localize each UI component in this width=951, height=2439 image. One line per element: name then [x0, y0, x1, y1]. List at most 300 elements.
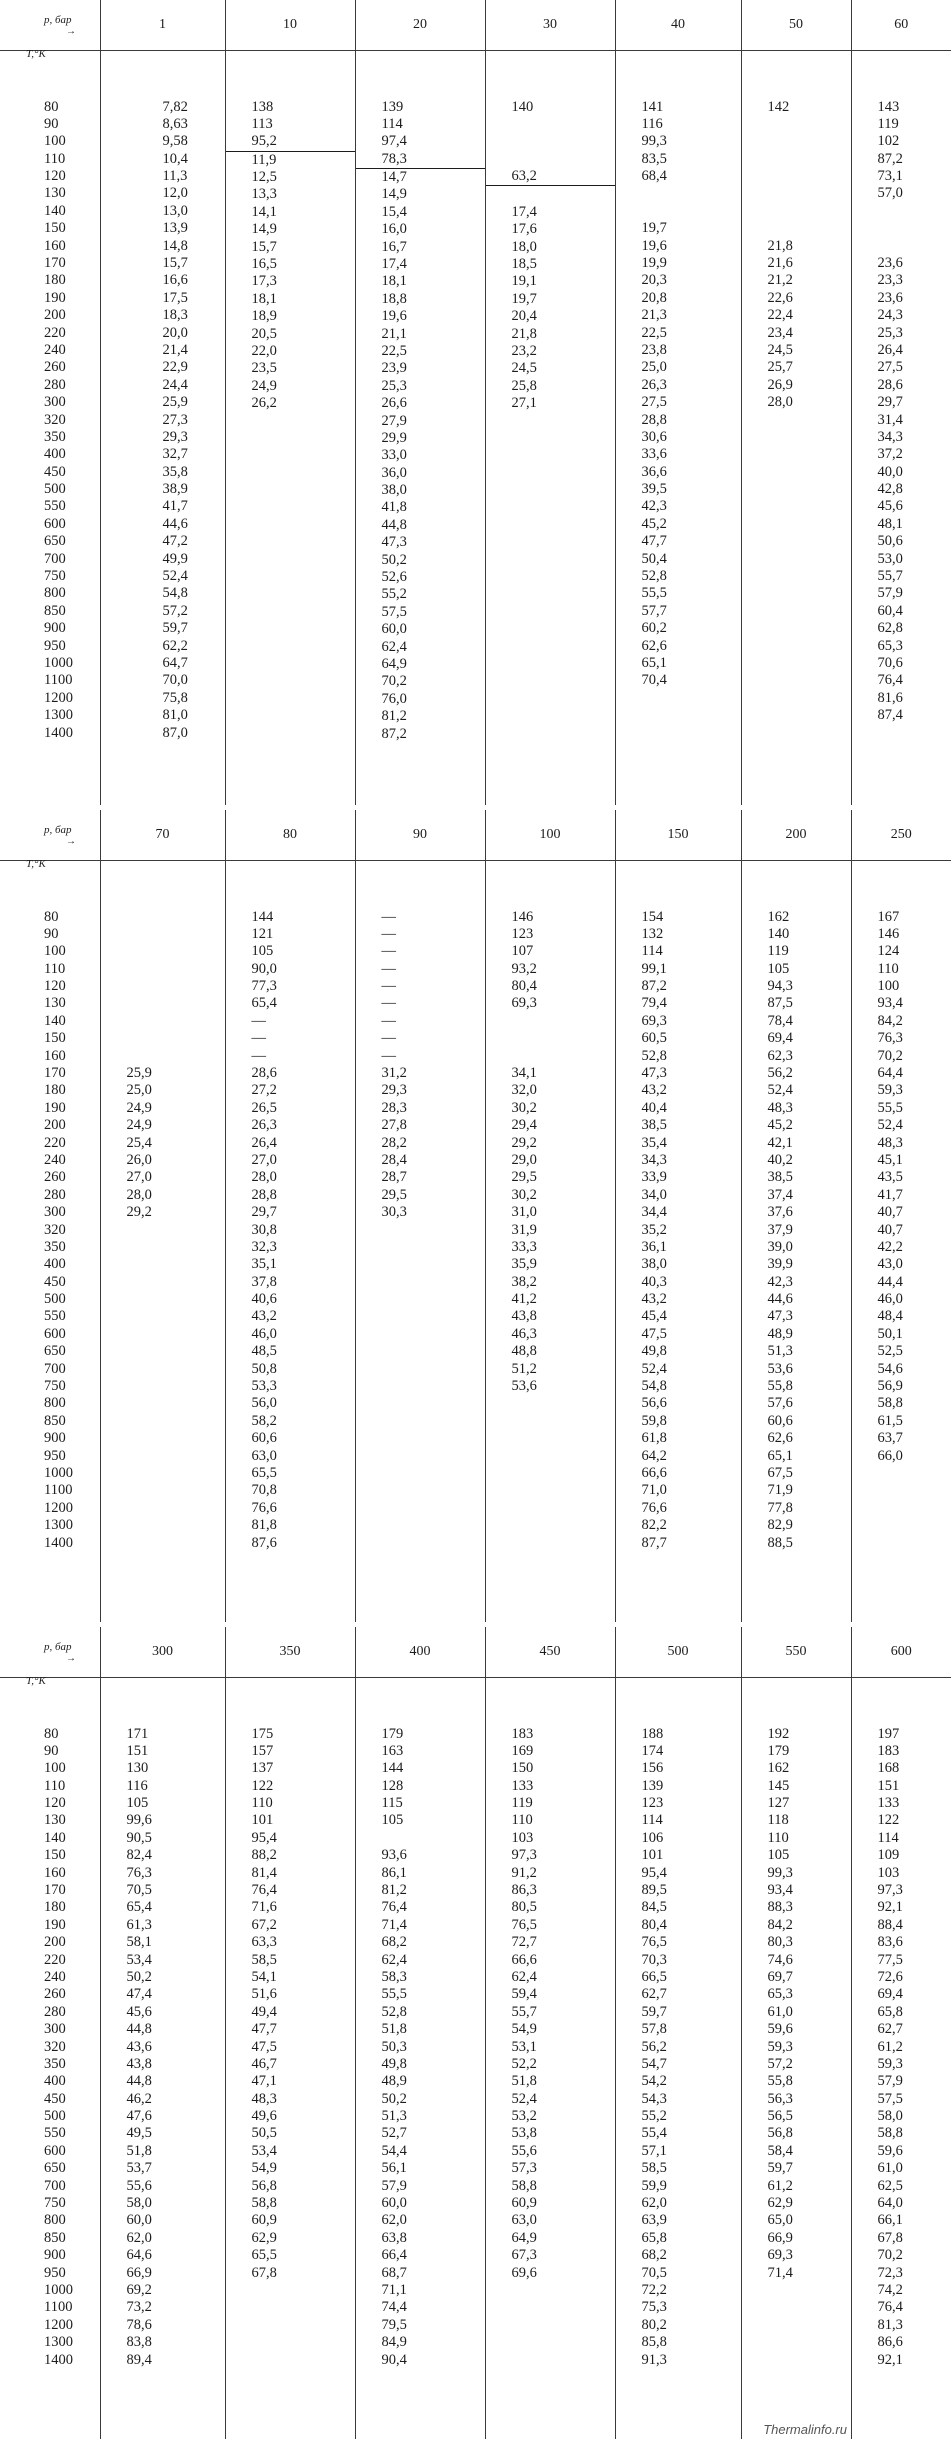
- viscosity-value: 56,3: [767, 2090, 793, 2107]
- viscosity-value: [742, 2282, 851, 2299]
- viscosity-value: 26,2: [251, 395, 277, 412]
- viscosity-value: 60,2: [641, 620, 667, 637]
- viscosity-value: 45,4: [641, 1308, 667, 1325]
- temperature-value: 130: [44, 1812, 66, 1829]
- viscosity-value: [226, 447, 355, 464]
- temperature-value: 220: [44, 1951, 66, 1968]
- viscosity-value: [101, 1030, 225, 1047]
- viscosity-value: 87,7: [641, 1534, 667, 1551]
- viscosity-value: 55,7: [877, 568, 903, 585]
- viscosity-value: 20,0: [162, 324, 188, 341]
- temperature-value: 90: [44, 925, 59, 942]
- viscosity-value: 43,0: [877, 1256, 903, 1273]
- viscosity-value: 87,2: [641, 978, 667, 995]
- viscosity-value: [742, 533, 851, 550]
- viscosity-value: [226, 673, 355, 690]
- data-row: [0, 1677, 951, 2439]
- viscosity-value: 36,6: [641, 463, 667, 480]
- viscosity-value: 22,9: [162, 359, 188, 376]
- temperature-value: 450: [44, 463, 66, 480]
- viscosity-value: 101: [641, 1847, 664, 1864]
- viscosity-value: 167: [877, 908, 900, 925]
- viscosity-value: 57,5: [877, 2090, 903, 2107]
- temperature-value: 150: [44, 1847, 66, 1864]
- viscosity-value: 151: [877, 1777, 900, 1794]
- viscosity-value: 52,6: [381, 569, 407, 586]
- viscosity-value: 35,1: [251, 1256, 277, 1273]
- temperature-value: 1400: [44, 1534, 73, 1551]
- viscosity-value: 67,8: [251, 2264, 277, 2281]
- viscosity-value: [356, 1326, 485, 1343]
- temperature-value: 130: [44, 185, 66, 202]
- viscosity-value: 65,4: [251, 995, 277, 1012]
- viscosity-value: 65,1: [767, 1447, 793, 1464]
- viscosity-value: 150: [511, 1760, 534, 1777]
- viscosity-value: 56,6: [641, 1395, 667, 1412]
- viscosity-value: 64,6: [126, 2247, 152, 2264]
- pressure-header: 70: [100, 810, 225, 860]
- viscosity-value: 70,2: [877, 1047, 903, 1064]
- viscosity-value: 13,9: [162, 220, 188, 237]
- viscosity-value: 54,9: [251, 2160, 277, 2177]
- viscosity-value: 77,3: [251, 978, 277, 995]
- viscosity-value: 43,2: [641, 1291, 667, 1308]
- temperature-value: 140: [44, 202, 66, 219]
- viscosity-value: 39,0: [767, 1238, 793, 1255]
- temperature-value: 800: [44, 2212, 66, 2229]
- viscosity-value: 114: [381, 115, 403, 132]
- viscosity-value: [356, 1448, 485, 1465]
- viscosity-value: 49,5: [126, 2125, 152, 2142]
- viscosity-value: 64,0: [877, 2195, 903, 2212]
- temperature-value: 320: [44, 411, 66, 428]
- viscosity-value: 84,9: [381, 2334, 407, 2351]
- viscosity-value: 139: [641, 1777, 664, 1794]
- viscosity-value: 62,6: [641, 637, 667, 654]
- viscosity-value: [226, 2282, 355, 2299]
- viscosity-value: 69,4: [877, 1986, 903, 2003]
- viscosity-value: 52,8: [641, 1047, 667, 1064]
- viscosity-value: [226, 656, 355, 673]
- viscosity-value: 23,9: [381, 360, 407, 377]
- viscosity-value: [486, 2334, 615, 2351]
- viscosity-value: 50,6: [877, 533, 903, 550]
- viscosity-value: [101, 1048, 225, 1065]
- viscosity-value: 43,6: [126, 2038, 152, 2055]
- viscosity-value: [486, 413, 615, 430]
- viscosity-value: 7,82: [162, 98, 188, 115]
- viscosity-value: [226, 639, 355, 656]
- viscosity-value: 65,5: [251, 1465, 277, 1481]
- viscosity-value: [486, 517, 615, 534]
- temperature-value: 80: [44, 1725, 59, 1742]
- viscosity-value: 71,4: [381, 1916, 407, 1933]
- pressure-label: p, бар: [44, 1641, 72, 1653]
- viscosity-value: [742, 481, 851, 498]
- viscosity-value: 15,4: [381, 203, 407, 220]
- viscosity-value: 11,9: [251, 151, 277, 168]
- viscosity-value: 87,5: [767, 995, 793, 1012]
- viscosity-value: 31,9: [511, 1221, 537, 1238]
- temperature-value: 170: [44, 1882, 66, 1899]
- viscosity-value: [852, 1535, 951, 1552]
- viscosity-value: 78,4: [767, 1012, 793, 1029]
- viscosity-value: 62,6: [767, 1430, 793, 1447]
- viscosity-value: 119: [877, 115, 899, 132]
- viscosity-value: [486, 2317, 615, 2334]
- viscosity-value: 20,3: [641, 272, 667, 289]
- viscosity-value: 28,4: [381, 1151, 407, 1168]
- viscosity-value: [101, 1395, 225, 1412]
- viscosity-value: 51,2: [511, 1360, 537, 1377]
- viscosity-value: 92,1: [877, 1899, 903, 1916]
- temperature-value: 950: [44, 1447, 66, 1464]
- viscosity-value: 58,3: [381, 1968, 407, 1985]
- viscosity-value: 65,8: [641, 2229, 667, 2246]
- viscosity-value: 103: [511, 1829, 534, 1846]
- viscosity-value: 65,1: [641, 655, 667, 671]
- viscosity-value: 62,7: [877, 2021, 903, 2038]
- viscosity-value: 144: [251, 908, 274, 925]
- viscosity-value: 54,4: [381, 2142, 407, 2159]
- viscosity-value: 28,0: [126, 1186, 152, 1203]
- viscosity-value: 21,2: [767, 272, 793, 289]
- viscosity-value: [486, 673, 615, 690]
- viscosity-value: 139: [381, 98, 404, 115]
- viscosity-value: 84,2: [877, 1012, 903, 1029]
- value-column: [741, 1677, 851, 2439]
- viscosity-value: 89,4: [126, 2351, 152, 2368]
- viscosity-value: 151: [126, 1742, 149, 1759]
- viscosity-value: 42,3: [767, 1273, 793, 1290]
- viscosity-value: 44,8: [126, 2021, 152, 2038]
- viscosity-value: 103: [877, 1864, 900, 1881]
- viscosity-value: 52,4: [641, 1360, 667, 1377]
- viscosity-value: 56,8: [767, 2125, 793, 2142]
- viscosity-value: 42,8: [877, 481, 903, 498]
- viscosity-value: 25,7: [767, 359, 793, 376]
- viscosity-value: 67,2: [251, 1916, 277, 1933]
- viscosity-value: [742, 220, 851, 237]
- viscosity-value: 23,2: [511, 342, 537, 359]
- viscosity-value: 12,0: [162, 185, 188, 202]
- viscosity-value: —: [381, 960, 396, 977]
- viscosity-value: 76,6: [641, 1499, 667, 1516]
- viscosity-value: 47,7: [641, 533, 667, 550]
- viscosity-value: 101: [251, 1812, 274, 1829]
- viscosity-value: 99,1: [641, 960, 667, 977]
- viscosity-value: 88,5: [767, 1534, 793, 1551]
- viscosity-value: 105: [381, 1812, 404, 1829]
- temperature-value: 110: [44, 1777, 66, 1794]
- viscosity-value: [101, 1326, 225, 1343]
- viscosity-value: 110: [251, 1795, 273, 1812]
- viscosity-value: 14,1: [251, 203, 277, 220]
- viscosity-value: 58,0: [877, 2108, 903, 2125]
- temperature-value: 140: [44, 1012, 66, 1029]
- viscosity-value: 175: [251, 1725, 274, 1742]
- temperature-value: 200: [44, 1934, 66, 1951]
- viscosity-value: [742, 585, 851, 602]
- viscosity-value: 21,3: [641, 307, 667, 324]
- viscosity-value: 45,1: [877, 1151, 903, 1168]
- viscosity-value: 171: [126, 1725, 149, 1742]
- viscosity-value: 78,6: [126, 2316, 152, 2333]
- viscosity-value: 76,3: [126, 1864, 152, 1881]
- viscosity-value: [486, 1413, 615, 1430]
- viscosity-value: 16,0: [381, 221, 407, 238]
- viscosity-value: 142: [767, 98, 790, 115]
- temperature-value: 750: [44, 2195, 66, 2212]
- viscosity-value: 42,2: [877, 1238, 903, 1255]
- viscosity-value: 43,8: [511, 1308, 537, 1325]
- viscosity-value: 91,2: [511, 1864, 537, 1881]
- viscosity-value: [101, 1291, 225, 1308]
- viscosity-value: 28,6: [251, 1065, 277, 1082]
- viscosity-value: —: [381, 995, 396, 1012]
- viscosity-value: 95,4: [641, 1864, 667, 1881]
- viscosity-value: 107: [511, 943, 534, 960]
- temperature-value: 160: [44, 1864, 66, 1881]
- viscosity-value: 24,9: [126, 1117, 152, 1134]
- temperature-value: 850: [44, 1412, 66, 1429]
- pressure-label: p, бар: [44, 14, 72, 26]
- viscosity-value: 93,6: [381, 1847, 407, 1864]
- viscosity-value: 65,0: [767, 2212, 793, 2229]
- viscosity-value: —: [381, 1047, 396, 1064]
- viscosity-value: 146: [877, 925, 900, 942]
- viscosity-value: [226, 586, 355, 603]
- viscosity-value: 76,4: [877, 2299, 903, 2316]
- viscosity-value: 20,8: [641, 289, 667, 306]
- viscosity-value: 66,6: [511, 1951, 537, 1968]
- viscosity-value: 52,2: [511, 2055, 537, 2072]
- viscosity-value: 61,0: [877, 2160, 903, 2177]
- viscosity-value: 29,3: [381, 1082, 407, 1099]
- viscosity-value: [101, 1239, 225, 1256]
- temperature-value: 1100: [44, 672, 73, 689]
- viscosity-value: 65,4: [126, 1899, 152, 1916]
- viscosity-value: 47,3: [767, 1308, 793, 1325]
- viscosity-value: [356, 1308, 485, 1325]
- pressure-header: 550: [741, 1627, 851, 1677]
- temperature-value: 220: [44, 324, 66, 341]
- viscosity-value: 23,3: [877, 272, 903, 289]
- viscosity-value: 59,7: [162, 620, 188, 637]
- viscosity-value: 16,7: [381, 238, 407, 255]
- viscosity-value: 38,2: [511, 1273, 537, 1290]
- viscosity-value: [742, 429, 851, 446]
- pressure-header: 50: [741, 0, 851, 50]
- viscosity-value: [101, 1222, 225, 1239]
- temperature-value: 800: [44, 585, 66, 602]
- viscosity-value: 123: [511, 925, 534, 942]
- viscosity-value: 99,3: [767, 1864, 793, 1881]
- pressure-header: 300: [100, 1627, 225, 1677]
- pressure-header: 80: [225, 810, 355, 860]
- viscosity-value: 59,7: [767, 2160, 793, 2177]
- viscosity-value: 138: [251, 98, 274, 115]
- viscosity-value: 28,7: [381, 1169, 407, 1186]
- viscosity-value: 68,2: [381, 1934, 407, 1951]
- viscosity-value: [356, 1517, 485, 1534]
- pressure-header: 1: [100, 0, 225, 50]
- viscosity-value: 19,9: [641, 255, 667, 272]
- viscosity-value: 179: [381, 1725, 404, 1742]
- viscosity-value: 146: [511, 908, 534, 925]
- viscosity-value: 70,5: [641, 2264, 667, 2281]
- viscosity-value: 62,0: [126, 2229, 152, 2246]
- viscosity-value: 39,9: [767, 1256, 793, 1273]
- viscosity-value: [356, 1361, 485, 1378]
- viscosity-value: 95,2: [226, 133, 355, 151]
- viscosity-value: 105: [767, 1847, 790, 1864]
- viscosity-value: 54,2: [641, 2073, 667, 2090]
- viscosity-value: [101, 1274, 225, 1291]
- viscosity-value: 105: [126, 1795, 149, 1812]
- viscosity-value: 97,3: [511, 1847, 537, 1864]
- viscosity-value: 26,0: [126, 1151, 152, 1168]
- viscosity-value: [356, 1413, 485, 1430]
- temperature-value: 1400: [44, 2351, 73, 2368]
- viscosity-value: 30,3: [381, 1204, 407, 1221]
- viscosity-value: [742, 2352, 851, 2369]
- viscosity-value: 61,2: [767, 2177, 793, 2194]
- viscosity-value: —: [381, 943, 396, 960]
- viscosity-value: 18,9: [251, 308, 277, 325]
- viscosity-value: 83,8: [126, 2334, 152, 2351]
- viscosity-value: 13,0: [162, 202, 188, 219]
- temperature-label: T,°K: [26, 48, 46, 60]
- viscosity-value: 69,3: [767, 2247, 793, 2264]
- viscosity-value: 66,1: [877, 2212, 903, 2229]
- value-column: [355, 1677, 485, 2439]
- viscosity-value: 20,4: [511, 308, 537, 325]
- viscosity-value: 56,2: [767, 1065, 793, 1082]
- viscosity-value: 34,3: [641, 1151, 667, 1168]
- viscosity-value: 21,6: [767, 255, 793, 272]
- viscosity-value: 69,2: [126, 2282, 152, 2298]
- viscosity-value: 93,4: [767, 1882, 793, 1899]
- viscosity-value: —: [381, 908, 396, 925]
- viscosity-value: 29,0: [511, 1151, 537, 1168]
- temperature-value: 650: [44, 533, 66, 550]
- viscosity-value: —: [381, 925, 396, 942]
- viscosity-value: 74,4: [381, 2299, 407, 2316]
- viscosity-value: 64,4: [877, 1065, 903, 1082]
- table-block-2: [0, 810, 912, 1622]
- header-row: [0, 1627, 951, 1677]
- temperature-value: 320: [44, 1221, 66, 1238]
- viscosity-value: 51,8: [126, 2142, 152, 2159]
- viscosity-value: 76,0: [381, 690, 407, 707]
- viscosity-value: 64,2: [641, 1447, 667, 1464]
- viscosity-value: 54,6: [877, 1360, 903, 1377]
- viscosity-value: 55,2: [641, 2108, 667, 2125]
- viscosity-value: 38,0: [641, 1256, 667, 1273]
- viscosity-value: 62,0: [381, 2212, 407, 2229]
- viscosity-value: [742, 498, 851, 515]
- viscosity-value: 88,4: [877, 1916, 903, 1933]
- viscosity-value: 40,6: [251, 1291, 277, 1308]
- viscosity-value: 30,2: [511, 1099, 537, 1116]
- viscosity-value: 23,4: [767, 324, 793, 341]
- pressure-header: 150: [615, 810, 741, 860]
- viscosity-value: [101, 1430, 225, 1447]
- viscosity-value: 53,8: [511, 2125, 537, 2142]
- viscosity-value: [356, 1830, 485, 1847]
- pressure-header: 60: [851, 0, 951, 50]
- viscosity-value: 24,4: [162, 376, 188, 393]
- viscosity-value: 65,8: [877, 2003, 903, 2020]
- viscosity-value: 18,1: [251, 290, 277, 307]
- viscosity-value: 48,9: [381, 2073, 407, 2090]
- viscosity-value: 71,4: [767, 2264, 793, 2281]
- viscosity-value: 37,9: [767, 1221, 793, 1238]
- viscosity-value: 72,7: [511, 1934, 537, 1951]
- viscosity-value: 83,6: [877, 1934, 903, 1951]
- viscosity-value: 81,4: [251, 1864, 277, 1881]
- viscosity-value: 57,9: [381, 2177, 407, 2194]
- viscosity-value: 27,0: [251, 1151, 277, 1168]
- viscosity-value: 41,2: [511, 1291, 537, 1308]
- viscosity-value: [742, 568, 851, 585]
- viscosity-value: 128: [381, 1777, 404, 1794]
- value-column: [485, 1677, 615, 2439]
- viscosity-value: 58,0: [126, 2195, 152, 2212]
- viscosity-value: 93,2: [511, 960, 537, 977]
- viscosity-value: 80,5: [511, 1899, 537, 1916]
- viscosity-value: 89,5: [641, 1882, 667, 1899]
- temperature-value: 300: [44, 394, 66, 411]
- viscosity-value: [742, 707, 851, 724]
- temperature-value: 750: [44, 568, 66, 585]
- viscosity-value: 80,4: [641, 1916, 667, 1933]
- viscosity-value: 61,2: [877, 2038, 903, 2055]
- viscosity-value: 72,2: [641, 2282, 667, 2298]
- viscosity-value: 132: [641, 925, 664, 942]
- viscosity-value: 61,0: [767, 2003, 793, 2020]
- viscosity-value: [486, 151, 615, 168]
- table-block-3: [0, 1627, 912, 2439]
- viscosity-value: 52,4: [877, 1117, 903, 1134]
- viscosity-value: [486, 1482, 615, 1499]
- viscosity-value: 77,5: [877, 1951, 903, 1968]
- viscosity-value: [486, 1430, 615, 1447]
- viscosity-value: 60,0: [126, 2212, 152, 2229]
- viscosity-value: [852, 220, 951, 237]
- temperature-value: 180: [44, 1899, 66, 1916]
- viscosity-value: 21,4: [162, 341, 188, 358]
- viscosity-value: 18,3: [162, 307, 188, 324]
- viscosity-value: 37,6: [767, 1204, 793, 1221]
- corner-header: [0, 0, 100, 60]
- viscosity-value: 55,5: [641, 585, 667, 602]
- viscosity-value: 63,2: [486, 168, 615, 186]
- viscosity-value: 174: [641, 1742, 664, 1759]
- temperature-value: 190: [44, 1099, 66, 1116]
- temperature-value: 160: [44, 237, 66, 254]
- viscosity-value: 44,8: [381, 516, 407, 533]
- viscosity-value: 26,3: [251, 1117, 277, 1134]
- viscosity-value: 55,6: [126, 2177, 152, 2194]
- viscosity-value: [486, 1448, 615, 1465]
- value-column: [851, 860, 951, 1622]
- viscosity-value: 25,9: [126, 1065, 152, 1082]
- viscosity-value: [852, 238, 951, 255]
- viscosity-value: 10,4: [162, 150, 188, 167]
- viscosity-value: 66,9: [126, 2264, 152, 2281]
